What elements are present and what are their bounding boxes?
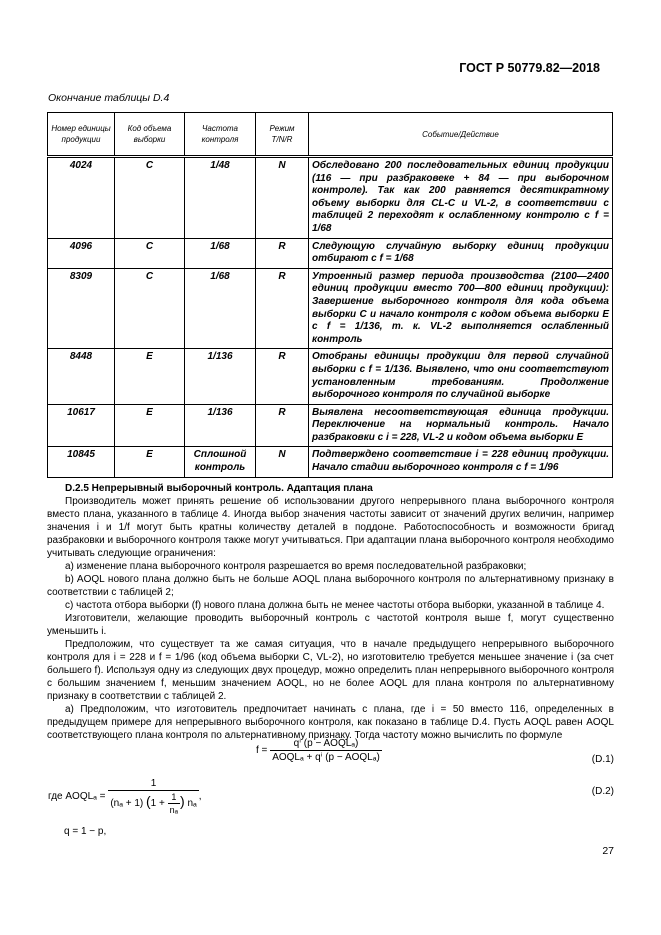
fraction-denominator: AOQLₐ + qⁱ (p − AOQLₐ) <box>272 752 380 763</box>
where-label: где <box>48 791 63 803</box>
table-row <box>48 238 613 268</box>
paragraph: а) Предположим, что изготовитель предпочитает начинать с плана, где i = 50 вместо 116, определенных в предыдущем примере для непрерывного выборочного контроля, как показано в таблице D.4. Пусть AOQL равен AOQL соответствующего плана контроля по альтернативному признаку. Тогда частоту можно вычислить по формуле <box>47 704 614 741</box>
cell-mode: R <box>256 268 309 349</box>
denominator-part: (nₐ + 1) <box>110 798 144 810</box>
cell-code: C <box>115 157 185 239</box>
paragraph: Предположим, что существует та же самая ситуация, что в начале предыдущего непрерывного выборочного контроля для i = 228 и f = 1/96 (код объема выборки C, VL-2), но изготовителю требуется меньшее значение i (за счет большего f). Используя одну из следующих двух процедур, можно определить план непрерывного выборочного контроля с большим значением f, меньшим значением AOQL, но не более AOQL для плана контроля по альтернативному признаку в соответствии с таблицей 2. <box>47 639 614 702</box>
list-item: c) частота отбора выборки (f) нового плана должна быть не менее частоты отбора выборки, указанной в таблице 4. <box>65 600 605 611</box>
cell-num: 4096 <box>48 238 115 268</box>
cell-code: E <box>115 404 185 447</box>
cell-code: E <box>115 349 185 404</box>
cell-mode: N <box>256 157 309 239</box>
cell-code: E <box>115 447 185 477</box>
page-number: 27 <box>602 845 614 857</box>
denominator-part: 1 + <box>150 798 165 810</box>
fraction-numerator: qⁱ (p − AOQLₐ) <box>270 738 382 751</box>
cell-freq: 1/136 <box>185 404 256 447</box>
paragraph: Производитель может принять решение об использовании другого непрерывного плана выборочного контроля вместо плана, указанного в таблице 4. Иногда выбор значения частоты зависит от значений других величин, например значения i и 1/f могут быть кратны количеству деталей в поддоне. Работоспособность и возможности бригад разбраковки и выборочного контроля также могут учитываться. При адаптации плана выборочного контроля необходимо учитывать следующие ограничения: <box>47 496 614 559</box>
fraction <box>270 738 382 763</box>
cell-freq: 1/68 <box>185 268 256 349</box>
cell-event: Подтверждено соответствие i = 228 единиц продукции. Начало стадии выборочного контроля с f = 1/96 <box>309 447 613 477</box>
table-row <box>48 349 613 404</box>
cell-freq: 1/68 <box>185 238 256 268</box>
cell-freq: 1/136 <box>185 349 256 404</box>
fraction-denominator: (nₐ + 1) (1 + $\frac{1}{\text{nₐ}}$ ) nₐ <box>110 792 197 815</box>
table-d4 <box>47 112 613 478</box>
formula-d1 <box>256 738 382 763</box>
cell-event: Выявлена несоответствующая единица продукции. Переключение на нормальный контроль. Начало разбраковки с i = 228, VL-2 и кодом объема выборки E <box>309 404 613 447</box>
cell-event: Следующую случайную выборку единиц продукции отбирают с f = 1/68 <box>309 238 613 268</box>
cell-num: 8309 <box>48 268 115 349</box>
cell-num: 4024 <box>48 157 115 239</box>
cell-num: 8448 <box>48 349 115 404</box>
cell-freq: Сплошной контроль <box>185 447 256 477</box>
table-row <box>48 268 613 349</box>
table-header-row <box>48 113 613 157</box>
inner-denominator: nₐ <box>169 805 178 815</box>
cell-mode: R <box>256 349 309 404</box>
document-id: ГОСТ Р 50779.82—2018 <box>459 61 600 75</box>
col-header-event: Событие/Действие <box>309 113 613 157</box>
q-definition: q = 1 − p, <box>64 826 107 837</box>
inner-fraction <box>168 792 180 815</box>
formula-d2: где AOQLₐ = 1 (nₐ + 1) (1 + $\frac{1}{\text{nₐ}}$ ) nₐ , <box>48 778 202 815</box>
col-header-mode: Режим T/N/R <box>256 113 309 157</box>
table-caption: Окончание таблицы D.4 <box>48 92 170 104</box>
col-header-frequency: Частота контроля <box>185 113 256 157</box>
cell-mode: R <box>256 404 309 447</box>
list-item: b) AOQL нового плана должно быть не больше AOQL плана выборочного контроля по альтернативному признаку в соответствии с таблицей 2; <box>47 574 614 598</box>
paragraph: Изготовители, желающие проводить выборочный контроль с частотой контроля выше f, могут существенно уменьшить i. <box>47 613 614 637</box>
cell-code: C <box>115 238 185 268</box>
cell-code: C <box>115 268 185 349</box>
inner-numerator: 1 <box>168 792 180 804</box>
list-item: а) изменение плана выборочного контроля разрешается во время последовательной разбраковки; <box>65 561 527 572</box>
table-row <box>48 157 613 239</box>
cell-event: Отобраны единицы продукции для первой случайной выборки с f = 1/136. Выявлено, что они соответствуют установленным требованиям. Продолжение выборочного контроля по случайной выборке <box>309 349 613 404</box>
fraction <box>108 778 198 815</box>
cell-num: 10845 <box>48 447 115 477</box>
cell-mode: N <box>256 447 309 477</box>
col-header-sample-code: Код объема выборки <box>115 113 185 157</box>
section-body <box>47 482 614 742</box>
cell-freq: 1/48 <box>185 157 256 239</box>
cell-num: 10617 <box>48 404 115 447</box>
cell-mode: R <box>256 238 309 268</box>
cell-event: Обследовано 200 последовательных единиц продукции (116 — при разбраковеке + 84 — при выборочном контроле). Так как 200 равняется десятикратному объему выборки для CL-C и VL-2, в соответствии с таблицей 2 переходят к ослабленному контролю с f = 1/68 <box>309 157 613 239</box>
fraction-numerator: 1 <box>108 778 198 791</box>
col-header-unit-number: Номер единицы продукции <box>48 113 115 157</box>
equation-number: (D.2) <box>591 786 614 797</box>
formula-lhs: AOQLₐ = <box>65 791 106 803</box>
denominator-part: nₐ <box>187 798 197 810</box>
table-row <box>48 404 613 447</box>
table-row <box>48 447 613 477</box>
formula-lhs: f = <box>256 745 268 757</box>
cell-event: Утроенный размер периода производства (2100—2400 единиц продукции вместо 700—800 единиц продукции): Завершение выборочного контроля для кода объема выборки C и начало контроля с кодом объема выборки E с f = 1/136, т. к. VL-2 выполняется ослабленный контроль <box>309 268 613 349</box>
equation-number: (D.1) <box>591 754 614 765</box>
section-heading: D.2.5 Непрерывный выборочный контроль. Адаптация плана <box>65 483 373 494</box>
